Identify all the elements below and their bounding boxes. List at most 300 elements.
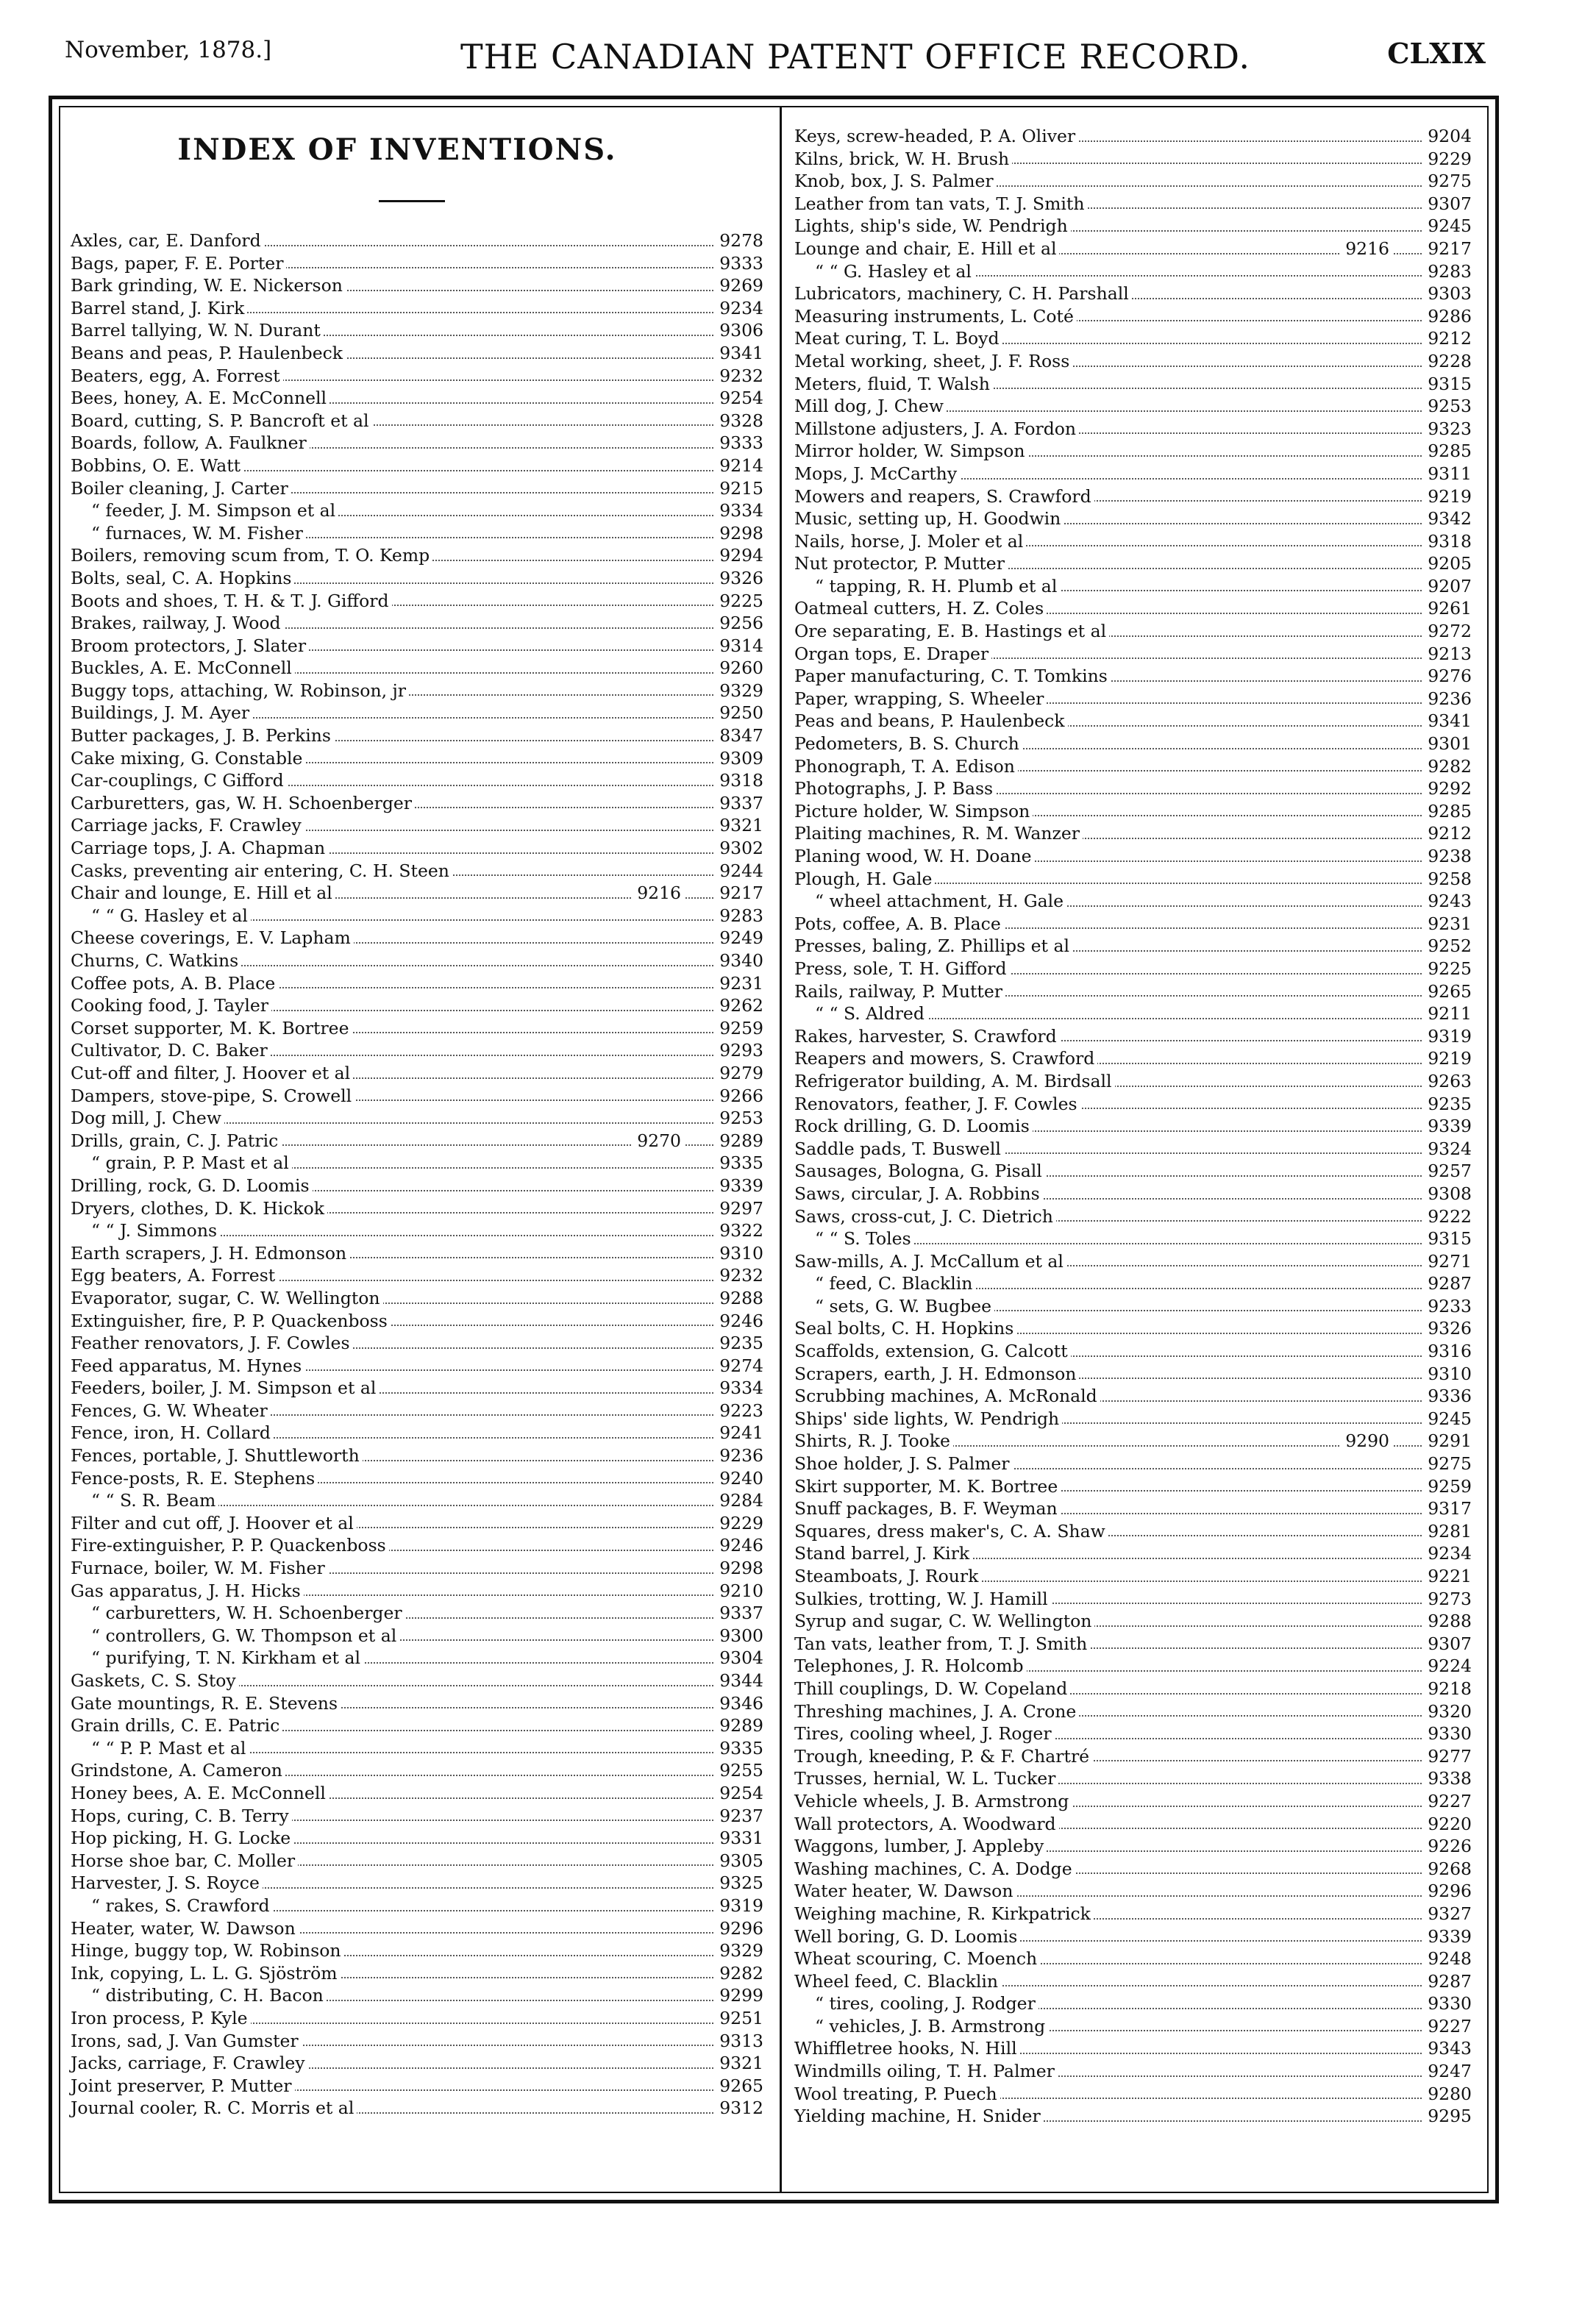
index-entry (71, 297, 765, 320)
entry-number: 9245 (1425, 1408, 1472, 1430)
index-entry (71, 567, 765, 590)
entry-label: Beaters, egg, A. Forrest (71, 365, 283, 388)
entry-number-secondary: 9216 (1341, 238, 1394, 260)
index-entry (71, 949, 765, 972)
index-entry (794, 148, 1473, 171)
index-entry (71, 612, 765, 635)
index-entry (71, 1782, 765, 1805)
entry-label: Peas and beans, P. Haulenbeck (794, 710, 1068, 733)
entry-number: 9289 (716, 1130, 763, 1152)
entry-number: 9285 (1425, 440, 1472, 463)
entry-label: Brakes, railway, J. Wood (71, 612, 284, 635)
index-entry (794, 1835, 1473, 1858)
index-entry (794, 1025, 1473, 1048)
entry-number: 9311 (1425, 463, 1472, 485)
index-entry (794, 688, 1473, 710)
entry-label: Drills, grain, C. J. Patric (71, 1130, 281, 1152)
index-entry (794, 710, 1473, 733)
entry-number: 9255 (716, 1759, 763, 1782)
entry-label: Cut-off and filter, J. Hoover et al (71, 1062, 353, 1085)
entry-label: “ “ S. Aldred (794, 1002, 927, 1025)
entry-label: Bolts, seal, C. A. Hopkins (71, 567, 294, 590)
index-entry (794, 1565, 1473, 1588)
entry-number: 9275 (1425, 170, 1472, 193)
index-entry (794, 193, 1473, 215)
entry-label: “ sets, G. W. Bugbee (794, 1295, 994, 1318)
entry-number: 9325 (716, 1872, 763, 1895)
entry-label: Gas apparatus, J. H. Hicks (71, 1580, 304, 1603)
index-entry (71, 252, 765, 275)
entry-label: Grindstone, A. Cameron (71, 1759, 285, 1782)
entry-label: Iron process, P. Kyle (71, 2007, 251, 2030)
entry-number: 9308 (1425, 1183, 1472, 1205)
index-entry (794, 1903, 1473, 1925)
entry-number: 9269 (716, 274, 763, 297)
index-entry (71, 342, 765, 365)
index-entry (794, 327, 1473, 350)
entry-label: Car-couplings, C Gifford (71, 769, 287, 792)
index-entry (794, 845, 1473, 868)
entry-number: 9326 (716, 567, 763, 590)
entry-label: Photographs, J. P. Bass (794, 777, 996, 800)
entry-number: 9215 (716, 477, 763, 500)
entry-number: 9227 (1425, 2015, 1472, 2038)
entry-label: Whiffletree hooks, N. Hill (794, 2037, 1020, 2060)
index-entry (794, 260, 1473, 283)
entry-number: 9248 (1425, 1948, 1472, 1970)
entry-label: Rock drilling, G. D. Loomis (794, 1115, 1033, 1138)
index-entry (71, 860, 765, 883)
index-entry (71, 1939, 765, 1962)
entry-label: Weighing machine, R. Kirkpatrick (794, 1903, 1094, 1925)
entry-label: Boilers, removing scum from, T. O. Kemp (71, 544, 432, 567)
index-entry (71, 837, 765, 860)
entry-label: Carriage jacks, F. Crawley (71, 814, 304, 837)
entry-label: Cheese coverings, E. V. Lapham (71, 927, 354, 949)
entry-label: Scaffolds, extension, G. Calcott (794, 1340, 1071, 1363)
entry-label: Renovators, feather, J. F. Cowles (794, 1093, 1080, 1116)
entry-number: 9256 (716, 612, 763, 635)
entry-number: 9321 (716, 814, 763, 837)
index-entry (71, 1872, 765, 1895)
entry-number: 9327 (1425, 1903, 1472, 1925)
entry-label: Millstone adjusters, J. A. Fordon (794, 418, 1079, 441)
index-entry (71, 1422, 765, 1444)
index-entry (71, 1895, 765, 1917)
entry-number: 9236 (716, 1444, 763, 1467)
entry-label: Fences, portable, J. Shuttleworth (71, 1444, 363, 1467)
entry-number: 9246 (716, 1534, 763, 1557)
entry-number: 9279 (716, 1062, 763, 1085)
entry-label: Buildings, J. M. Ayer (71, 702, 252, 724)
entry-number: 9231 (1425, 913, 1472, 936)
index-entry (71, 1670, 765, 1692)
entry-label: Plough, H. Gale (794, 868, 935, 891)
entry-number: 9339 (1425, 1925, 1472, 1948)
entry-label: Nails, horse, J. Moler et al (794, 530, 1026, 553)
entry-label: Chair and lounge, E. Hill et al (71, 882, 335, 905)
right-column (794, 125, 1473, 2128)
entry-label: Syrup and sugar, C. W. Wellington (794, 1610, 1094, 1633)
entry-number: 9246 (716, 1310, 763, 1333)
entry-number: 9229 (716, 1512, 763, 1535)
entry-number: 9261 (1425, 597, 1472, 620)
entry-label: Trusses, hernial, W. L. Tucker (794, 1767, 1058, 1790)
index-entry (794, 822, 1473, 845)
header-publication-title: THE CANADIAN PATENT OFFICE RECORD. (460, 37, 1251, 76)
index-entry (71, 1714, 765, 1737)
index-entry (71, 1625, 765, 1647)
index-entry (71, 1580, 765, 1603)
entry-label: Mirror holder, W. Simpson (794, 440, 1028, 463)
index-entry (794, 1970, 1473, 1993)
index-entry (71, 1737, 765, 1760)
entry-label: Boiler cleaning, J. Carter (71, 477, 291, 500)
entry-number-secondary: 9216 (633, 882, 685, 905)
entry-label: Windmills oiling, T. H. Palmer (794, 2060, 1058, 2083)
entry-label: Harvester, J. S. Royce (71, 1872, 263, 1895)
entry-label: “ carburetters, W. H. Schoenberger (71, 1602, 405, 1625)
index-entry (71, 994, 765, 1017)
entry-label: Sausages, Bologna, G. Pisall (794, 1160, 1045, 1183)
entry-number: 9298 (716, 522, 763, 545)
entry-label: “ controllers, G. W. Thompson et al (71, 1625, 399, 1647)
entry-number: 9288 (716, 1287, 763, 1310)
entry-number: 9318 (716, 769, 763, 792)
entry-label: Carriage tops, J. A. Chapman (71, 837, 328, 860)
index-entry (71, 1467, 765, 1490)
entry-label: Casks, preventing air entering, C. H. Steen (71, 860, 452, 883)
entry-number: 9312 (716, 2097, 763, 2120)
entry-label: “ rakes, S. Crawford (71, 1895, 273, 1917)
entry-label: Irons, sad, J. Van Gumster (71, 2030, 302, 2053)
entry-label: Picture holder, W. Simpson (794, 800, 1033, 823)
index-entry (71, 2030, 765, 2053)
entry-label: Rakes, harvester, S. Crawford (794, 1025, 1060, 1048)
entry-number: 9236 (1425, 688, 1472, 710)
index-entry (71, 1152, 765, 1175)
index-entry (794, 373, 1473, 396)
entry-number: 9225 (716, 590, 763, 613)
entry-number: 9277 (1425, 1745, 1472, 1768)
index-entry (794, 2015, 1473, 2038)
index-entry (794, 1070, 1473, 1093)
entry-number: 9338 (1425, 1767, 1472, 1790)
index-entry (71, 1264, 765, 1287)
entry-label: Mops, J. McCarthy (794, 463, 960, 485)
index-entry (794, 1722, 1473, 1745)
entry-label: “ “ P. P. Mast et al (71, 1737, 249, 1760)
entry-number: 9274 (716, 1355, 763, 1378)
entry-number: 9318 (1425, 530, 1472, 553)
entry-label: Cultivator, D. C. Baker (71, 1039, 271, 1062)
entry-number: 9334 (716, 1377, 763, 1400)
entry-label: Well boring, G. D. Loomis (794, 1925, 1020, 1948)
entry-number: 9224 (1425, 1655, 1472, 1678)
entry-number: 9343 (1425, 2037, 1472, 2060)
entry-number: 9321 (716, 2052, 763, 2075)
entry-number: 9330 (1425, 1992, 1472, 2015)
entry-number: 9231 (716, 972, 763, 995)
entry-label: Jacks, carriage, F. Crawley (71, 2052, 308, 2075)
index-entry (794, 350, 1473, 373)
index-entry (794, 1588, 1473, 1611)
entry-label: Bees, honey, A. E. McConnell (71, 387, 329, 410)
entry-number: 9307 (1425, 1633, 1472, 1656)
index-entry (71, 1062, 765, 1085)
entry-number: 8347 (716, 724, 763, 747)
index-entry (794, 1520, 1473, 1543)
index-entry (71, 680, 765, 702)
entry-number: 9207 (1425, 575, 1472, 598)
entry-label: Planing wood, W. H. Doane (794, 845, 1035, 868)
index-entry (71, 724, 765, 747)
index-entry (794, 1047, 1473, 1070)
entry-label: “ “ G. Hasley et al (71, 905, 251, 927)
index-entry (794, 1340, 1473, 1363)
entry-number: 9217 (1425, 238, 1472, 260)
entry-number: 9342 (1425, 507, 1472, 530)
entry-label: Ships' side lights, W. Pendrigh (794, 1408, 1062, 1430)
index-entry (794, 170, 1473, 193)
index-entry (794, 1813, 1473, 1836)
index-entry (71, 1962, 765, 1985)
entry-label: Thill couplings, D. W. Copeland (794, 1678, 1070, 1700)
index-entry (794, 1430, 1473, 1453)
entry-number: 9319 (716, 1895, 763, 1917)
entry-number: 9281 (1425, 1520, 1472, 1543)
index-entry (71, 274, 765, 297)
index-entry (794, 755, 1473, 778)
entry-label: “ purifying, T. N. Kirkham et al (71, 1647, 363, 1670)
entry-label: Board, cutting, S. P. Bancroft et al (71, 410, 372, 432)
entry-number: 9234 (716, 297, 763, 320)
entry-number: 9292 (1425, 777, 1472, 800)
index-entry (71, 410, 765, 432)
entry-label: Pots, coffee, A. B. Place (794, 913, 1004, 936)
index-entry (71, 1377, 765, 1400)
entry-label: Hinge, buggy top, W. Robinson (71, 1939, 344, 1962)
entry-number: 9287 (1425, 1970, 1472, 1993)
entry-number: 9336 (1425, 1385, 1472, 1408)
index-entry (794, 305, 1473, 328)
entry-number: 9302 (716, 837, 763, 860)
entry-number: 9219 (1425, 1047, 1472, 1070)
entry-label: Saws, circular, J. A. Robbins (794, 1183, 1043, 1205)
entry-label: Shoe holder, J. S. Palmer (794, 1453, 1013, 1475)
index-entry (71, 2007, 765, 2030)
entry-number: 9259 (716, 1017, 763, 1040)
entry-number: 9259 (1425, 1475, 1472, 1498)
index-entry (71, 1085, 765, 1108)
entry-label: Plaiting machines, R. M. Wanzer (794, 822, 1083, 845)
entry-label: Organ tops, E. Draper (794, 643, 991, 666)
entry-number: 9319 (1425, 1025, 1472, 1048)
entry-label: Axles, car, E. Danford (71, 229, 264, 252)
index-entry (71, 1242, 765, 1265)
index-entry (71, 882, 765, 905)
index-entry (71, 972, 765, 995)
entry-number: 9280 (1425, 2083, 1472, 2106)
entry-number: 9254 (716, 1782, 763, 1805)
entry-label: Gaskets, C. S. Stoy (71, 1670, 239, 1692)
index-entry (794, 1745, 1473, 1768)
entry-label: Scrubbing machines, A. McRonald (794, 1385, 1100, 1408)
index-entry (71, 1130, 765, 1152)
index-entry (794, 2037, 1473, 2060)
index-entry (794, 1880, 1473, 1903)
index-entry (794, 440, 1473, 463)
entry-label: Boots and shoes, T. H. & T. J. Gifford (71, 590, 392, 613)
entry-label: Waggons, lumber, J. Appleby (794, 1835, 1047, 1858)
index-entry (794, 777, 1473, 800)
entry-number: 9299 (716, 1984, 763, 2007)
entry-number: 9265 (1425, 980, 1472, 1003)
entry-label: Buggy tops, attaching, W. Robinson, jr (71, 680, 409, 702)
entry-label: Keys, screw-headed, P. A. Oliver (794, 125, 1078, 148)
entry-number: 9310 (716, 1242, 763, 1265)
entry-label: Feed apparatus, M. Hynes (71, 1355, 304, 1378)
entry-label: Carburetters, gas, W. H. Schoenberger (71, 792, 415, 815)
entry-number: 9337 (716, 1602, 763, 1625)
entry-label: Drilling, rock, G. D. Loomis (71, 1175, 313, 1197)
entry-label: Bobbins, O. E. Watt (71, 455, 243, 477)
entry-number: 9323 (1425, 418, 1472, 441)
entry-label: Fence-posts, R. E. Stephens (71, 1467, 318, 1490)
entry-number: 9303 (1425, 282, 1472, 305)
index-entry (794, 1542, 1473, 1565)
entry-number: 9329 (716, 1939, 763, 1962)
index-entry (71, 522, 765, 545)
index-entry (794, 1655, 1473, 1678)
entry-number-secondary: 9270 (633, 1130, 685, 1152)
index-entry (71, 1557, 765, 1580)
index-entry (71, 365, 765, 388)
entry-label: Saws, cross-cut, J. C. Dietrich (794, 1205, 1056, 1228)
index-entry (71, 1489, 765, 1512)
index-entry (71, 319, 765, 342)
entry-label: “ feed, C. Blacklin (794, 1272, 975, 1295)
index-entry (794, 1610, 1473, 1633)
entry-number: 9226 (1425, 1835, 1472, 1858)
entry-number: 9210 (716, 1580, 763, 1603)
entry-label: Beans and peas, P. Haulenbeck (71, 342, 346, 365)
entry-label: Buckles, A. E. McConnell (71, 657, 295, 680)
entry-label: Mill dog, J. Chew (794, 395, 947, 418)
entry-number: 9232 (716, 365, 763, 388)
entry-label: Lubricators, machinery, C. H. Parshall (794, 282, 1132, 305)
index-entry (794, 1363, 1473, 1386)
entry-number: 9296 (1425, 1880, 1472, 1903)
entry-label: Sulkies, trotting, W. J. Hamill (794, 1588, 1051, 1611)
entry-label: “ “ S. Toles (794, 1227, 914, 1250)
entry-label: Refrigerator building, A. M. Birdsall (794, 1070, 1115, 1093)
entry-number: 9271 (1425, 1250, 1472, 1273)
entry-label: Coffee pots, A. B. Place (71, 972, 278, 995)
entry-label: Joint preserver, P. Mutter (71, 2075, 295, 2098)
index-entry (794, 1453, 1473, 1475)
entry-number: 9245 (1425, 215, 1472, 238)
entry-number: 9291 (1425, 1430, 1472, 1453)
index-entry (794, 1160, 1473, 1183)
index-entry (71, 635, 765, 658)
entry-number: 9341 (716, 342, 763, 365)
entry-label: “ “ G. Hasley et al (794, 260, 975, 283)
index-entry (71, 1984, 765, 2007)
header-date: November, 1878.] (65, 37, 272, 63)
entry-number: 9296 (716, 1917, 763, 1940)
entry-number: 9275 (1425, 1453, 1472, 1475)
index-entry (794, 597, 1473, 620)
entry-label: Gate mountings, R. E. Stevens (71, 1692, 341, 1715)
entry-label: Broom protectors, J. Slater (71, 635, 309, 658)
index-entry (71, 702, 765, 724)
entry-label: Scrapers, earth, J. H. Edmonson (794, 1363, 1079, 1386)
entry-number: 9328 (716, 410, 763, 432)
entry-label: Skirt supporter, M. K. Bortree (794, 1475, 1061, 1498)
entry-number: 9282 (716, 1962, 763, 1985)
entry-number: 9344 (716, 1670, 763, 1692)
entry-label: Vehicle wheels, J. B. Armstrong (794, 1790, 1072, 1813)
entry-number: 9304 (716, 1647, 763, 1670)
index-entry (794, 800, 1473, 823)
index-entry (71, 477, 765, 500)
entry-number: 9251 (716, 2007, 763, 2030)
index-entry (71, 1332, 765, 1355)
entry-number: 9247 (1425, 2060, 1472, 2083)
entry-number: 9297 (716, 1197, 763, 1220)
index-entry (794, 2105, 1473, 2128)
entry-label: Wheel feed, C. Blacklin (794, 1970, 1001, 1993)
entry-number: 9283 (1425, 260, 1472, 283)
index-entry (794, 980, 1473, 1003)
entry-label: Wall protectors, A. Woodward (794, 1813, 1059, 1836)
entry-label: Churns, C. Watkins (71, 949, 241, 972)
index-entry (71, 499, 765, 522)
entry-label: Paper, wrapping, S. Wheeler (794, 688, 1047, 710)
entry-label: Evaporator, sugar, C. W. Wellington (71, 1287, 383, 1310)
index-entry (794, 530, 1473, 553)
entry-number: 9205 (1425, 552, 1472, 575)
entry-label: Mowers and reapers, S. Crawford (794, 485, 1094, 508)
entry-number: 9295 (1425, 2105, 1472, 2128)
entry-number: 9253 (1425, 395, 1472, 418)
index-entry (794, 1002, 1473, 1025)
entry-number: 9326 (1425, 1317, 1472, 1340)
entry-label: Bags, paper, F. E. Porter (71, 252, 286, 275)
index-entry (794, 463, 1473, 485)
entry-number: 9225 (1425, 958, 1472, 980)
entry-label: Saddle pads, T. Buswell (794, 1138, 1004, 1161)
index-entry (71, 590, 765, 613)
index-entry (71, 814, 765, 837)
entry-number: 9262 (716, 994, 763, 1017)
index-entry (794, 1992, 1473, 2015)
index-entry (71, 1512, 765, 1535)
entry-label: Fence, iron, H. Collard (71, 1422, 274, 1444)
entry-number: 9211 (1425, 1002, 1472, 1025)
entry-label: Ink, copying, L. L. G. Sjöström (71, 1962, 341, 1985)
index-entry (794, 1633, 1473, 1656)
entry-number: 9228 (1425, 350, 1472, 373)
entry-label: Saw-mills, A. J. McCallum et al (794, 1250, 1066, 1273)
entry-number: 9309 (716, 747, 763, 770)
entry-label: Knob, box, J. S. Palmer (794, 170, 997, 193)
entry-label: “ “ S. R. Beam (71, 1489, 218, 1512)
entry-label: Boards, follow, A. Faulkner (71, 432, 310, 455)
entry-label: “ furnaces, W. M. Fisher (71, 522, 306, 545)
entry-number: 9307 (1425, 193, 1472, 215)
